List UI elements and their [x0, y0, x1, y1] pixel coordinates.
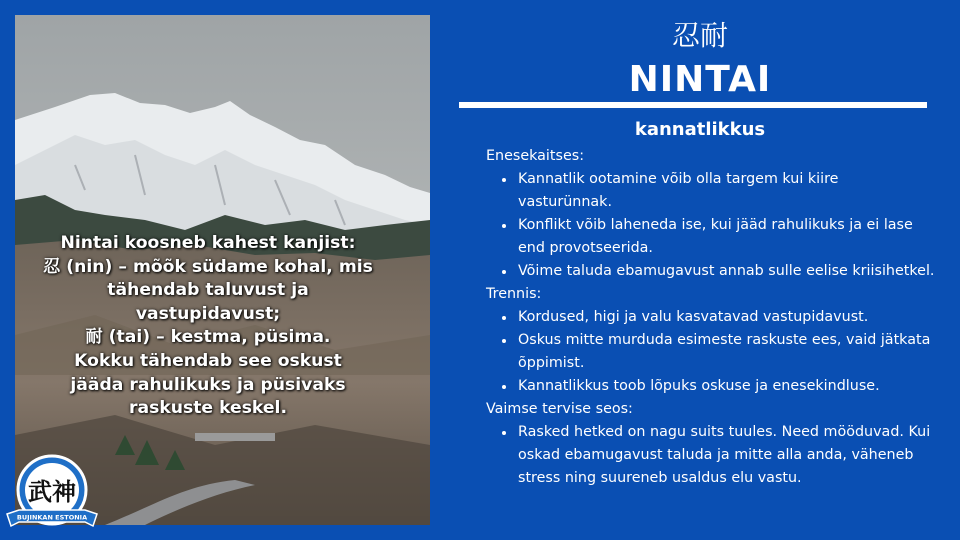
list-item: • Kannatlik ootamine võib olla targem kui kiire vasturünnak.: [516, 168, 936, 214]
overlay-line: vastupidavust;: [135, 303, 281, 324]
section-training: [486, 283, 936, 398]
list-item: • Rasked hetked on nagu suits tuules. Need mööduvad. Kui oskad ebamugavust taluda ja mitte alla anda, väheneb stress ning suureneb usaldus elu vastu.: [516, 421, 936, 490]
list-item: • Kannatlikkus toob lõpuks oskuse ja enesekindluse.: [516, 375, 936, 398]
section-heading: Enesekaitses:: [486, 148, 585, 164]
kanji-heading: 忍耐: [671, 19, 728, 52]
overlay-line: jääda rahulikuks ja püsivaks: [70, 374, 346, 395]
bujinkan-estonia-logo: [5, 452, 99, 536]
nintai-explanation-overlay: [22, 232, 394, 421]
content-body: [486, 145, 936, 490]
page-subtitle: kannatlikkus: [634, 119, 766, 140]
section-mental-health: [486, 398, 936, 490]
overlay-line: Nintai koosneb kahest kanjist:: [60, 233, 356, 253]
page-title: NINTAI: [628, 59, 772, 100]
bullet-list: [486, 421, 936, 490]
list-item: • Võime taluda ebamugavust annab sulle eelise kriisihetkel.: [516, 260, 936, 283]
bullet-list: [486, 168, 936, 283]
overlay-line: tähendab taluvust ja: [107, 280, 309, 301]
section-heading: Trennis:: [486, 286, 542, 302]
list-item: • Oskus mitte murduda esimeste raskuste ees, vaid jätkata õppimist.: [516, 329, 936, 375]
logo-emblem-icon: [5, 452, 99, 536]
section-self-defense: [486, 145, 936, 283]
overlay-line: 忍 (nin) – mõõk südame kohal, mis: [43, 256, 373, 277]
list-item: • Konflikt võib laheneda ise, kui jääd rahulikuks ja ei lase end provotseerida.: [516, 214, 936, 260]
logo-glyph: 武神: [28, 478, 76, 506]
bullet-list: [486, 306, 936, 398]
section-heading: Vaimse tervise seos:: [486, 401, 633, 417]
overlay-line: raskuste keskel.: [129, 398, 287, 419]
logo-text: BUJINKAN ESTONIA: [16, 513, 88, 522]
overlay-line: 耐 (tai) – kestma, püsima.: [85, 327, 331, 348]
title-divider: [459, 102, 927, 108]
overlay-line: Kokku tähendab see oskust: [74, 350, 342, 371]
list-item: • Kordused, higi ja valu kasvatavad vastupidavust.: [516, 306, 936, 329]
